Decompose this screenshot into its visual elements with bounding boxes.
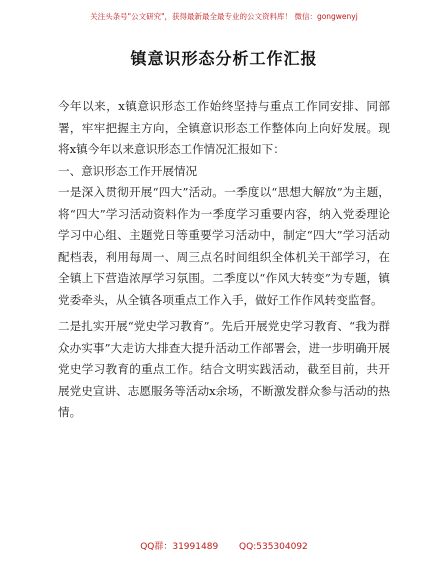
- footer-qq-group: QQ群：31991489: [140, 542, 219, 552]
- body-paragraph-activities: 一是深入贯彻开展“四大”活动。一季度以“思想大解放”为主题，将“四大”学习活动资料作为一季度学习重要内容，纳入党委理论学习中心组、主题党日等重要学习活动中，制定“四大”学习活动配档表，利用每周一、周三点名时间组织全体机关干部学习，在全镇上下营造浓厚学习氛围。二季度以“作风大转变”为专题，镇党委牵头，从全镇各项重点工作入手，做好工作作风转变监督。: [58, 185, 390, 307]
- document-body: [58, 96, 390, 424]
- section-heading: 一、意识形态工作开展情况: [58, 163, 198, 178]
- footer-contact: [0, 541, 448, 553]
- intro-paragraph: 今年以来，x镇意识形态工作始终坚持与重点工作同安排、同部署，牢牢把握主方向，全镇意识形态工作整体向上向好发展。现将x镇今年以来意识形态工作情况汇报如下：: [58, 99, 390, 156]
- header-promo-text: 关注头条号"公文研究"，获得最新最全最专业的公文资料库！ 微信：gongwenyj: [90, 12, 358, 21]
- body-paragraph-party-history: 二是扎实开展“党史学习教育”。先后开展党史学习教育、“我为群众办实事”大走访大排查大提升活动工作部署会，进一步明确开展党史学习教育的重点工作。结合文明实践活动，截至目前，共开展党史宣讲、志愿服务等活动x余场，不断激发群众参与活动的热情。: [58, 319, 390, 419]
- footer-qq-number: QQ:535304092: [239, 542, 308, 552]
- document-title: 镇意识形态分析工作汇报: [130, 49, 318, 68]
